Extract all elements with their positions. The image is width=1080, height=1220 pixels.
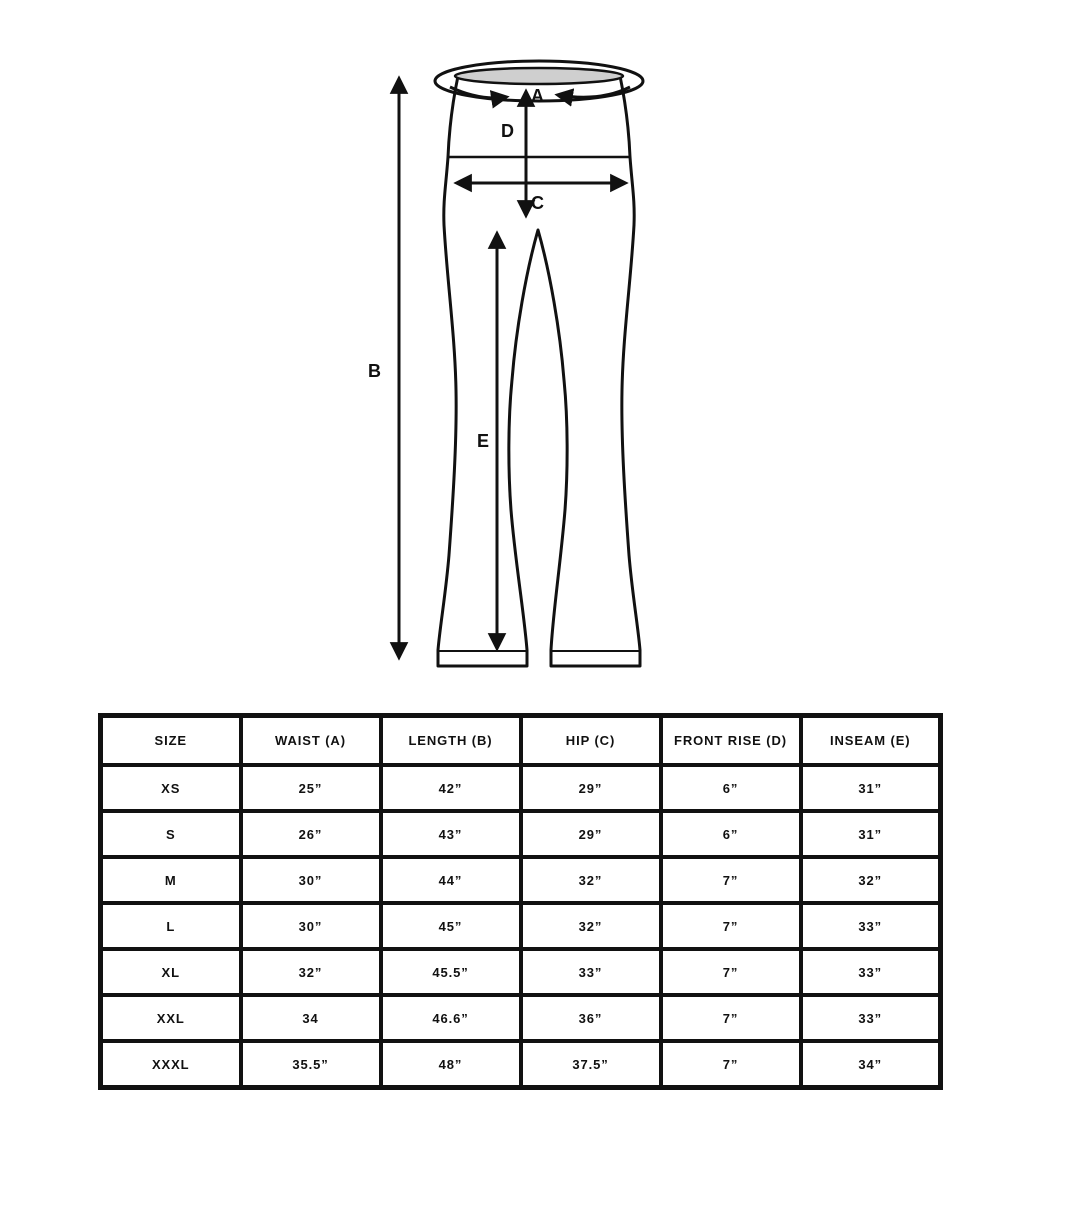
measurement-cell: 30” (241, 903, 381, 949)
measurement-cell: 33” (801, 949, 941, 995)
size-row-4 (101, 949, 941, 995)
column-header-5: INSEAM (E) (801, 716, 941, 766)
size-name-cell: L (101, 903, 241, 949)
pants-outline (438, 76, 640, 666)
label-length-b: B (368, 361, 381, 381)
measurement-cell: 42” (381, 765, 521, 811)
column-header-4: FRONT RISE (D) (661, 716, 801, 766)
measurement-cell: 44” (381, 857, 521, 903)
size-name-cell: XS (101, 765, 241, 811)
measurement-cell: 31” (801, 765, 941, 811)
measurement-cell: 32” (241, 949, 381, 995)
measurement-cell: 29” (521, 811, 661, 857)
measurement-cell: 32” (521, 903, 661, 949)
measurement-cell: 32” (801, 857, 941, 903)
measurement-cell: 32” (521, 857, 661, 903)
measurement-cell: 29” (521, 765, 661, 811)
label-hip-c: C (531, 193, 544, 213)
size-row-0 (101, 765, 941, 811)
measurement-cell: 33” (801, 995, 941, 1041)
measurement-cell: 7” (661, 903, 801, 949)
size-name-cell: XXXL (101, 1041, 241, 1088)
size-chart-body (101, 765, 941, 1088)
measurement-cell: 7” (661, 1041, 801, 1088)
measurement-cell: 6” (661, 811, 801, 857)
size-row-2 (101, 857, 941, 903)
size-chart-header (101, 716, 941, 766)
measurement-cell: 30” (241, 857, 381, 903)
size-row-6 (101, 1041, 941, 1088)
size-chart-table (98, 713, 943, 1090)
size-name-cell: XL (101, 949, 241, 995)
measurement-cell: 7” (661, 857, 801, 903)
measurement-cell: 6” (661, 765, 801, 811)
measurement-cell: 45” (381, 903, 521, 949)
waist-opening (455, 68, 623, 84)
measurement-cell: 48” (381, 1041, 521, 1088)
measurement-cell: 34” (801, 1041, 941, 1088)
size-row-3 (101, 903, 941, 949)
column-header-1: WAIST (A) (241, 716, 381, 766)
label-front-rise-d: D (501, 121, 514, 141)
size-row-5 (101, 995, 941, 1041)
measurement-cell: 33” (801, 903, 941, 949)
header-row (101, 716, 941, 766)
size-name-cell: M (101, 857, 241, 903)
column-header-0: SIZE (101, 716, 241, 766)
measurement-cell: 37.5” (521, 1041, 661, 1088)
measurement-cell: 26” (241, 811, 381, 857)
measurement-cell: 25” (241, 765, 381, 811)
measurement-cell: 33” (521, 949, 661, 995)
measurement-cell: 7” (661, 949, 801, 995)
measurement-cell: 46.6” (381, 995, 521, 1041)
measurement-cell: 45.5” (381, 949, 521, 995)
label-inseam-e: E (477, 431, 490, 451)
measurement-cell: 7” (661, 995, 801, 1041)
measurement-cell: 31” (801, 811, 941, 857)
size-row-1 (101, 811, 941, 857)
measurement-cell: 43” (381, 811, 521, 857)
label-waist-a: A (531, 86, 544, 106)
measurement-cell: 36” (521, 995, 661, 1041)
column-header-2: LENGTH (B) (381, 716, 521, 766)
measurement-cell: 34 (241, 995, 381, 1041)
size-name-cell: XXL (101, 995, 241, 1041)
column-header-3: HIP (C) (521, 716, 661, 766)
measurement-cell: 35.5” (241, 1041, 381, 1088)
size-name-cell: S (101, 811, 241, 857)
